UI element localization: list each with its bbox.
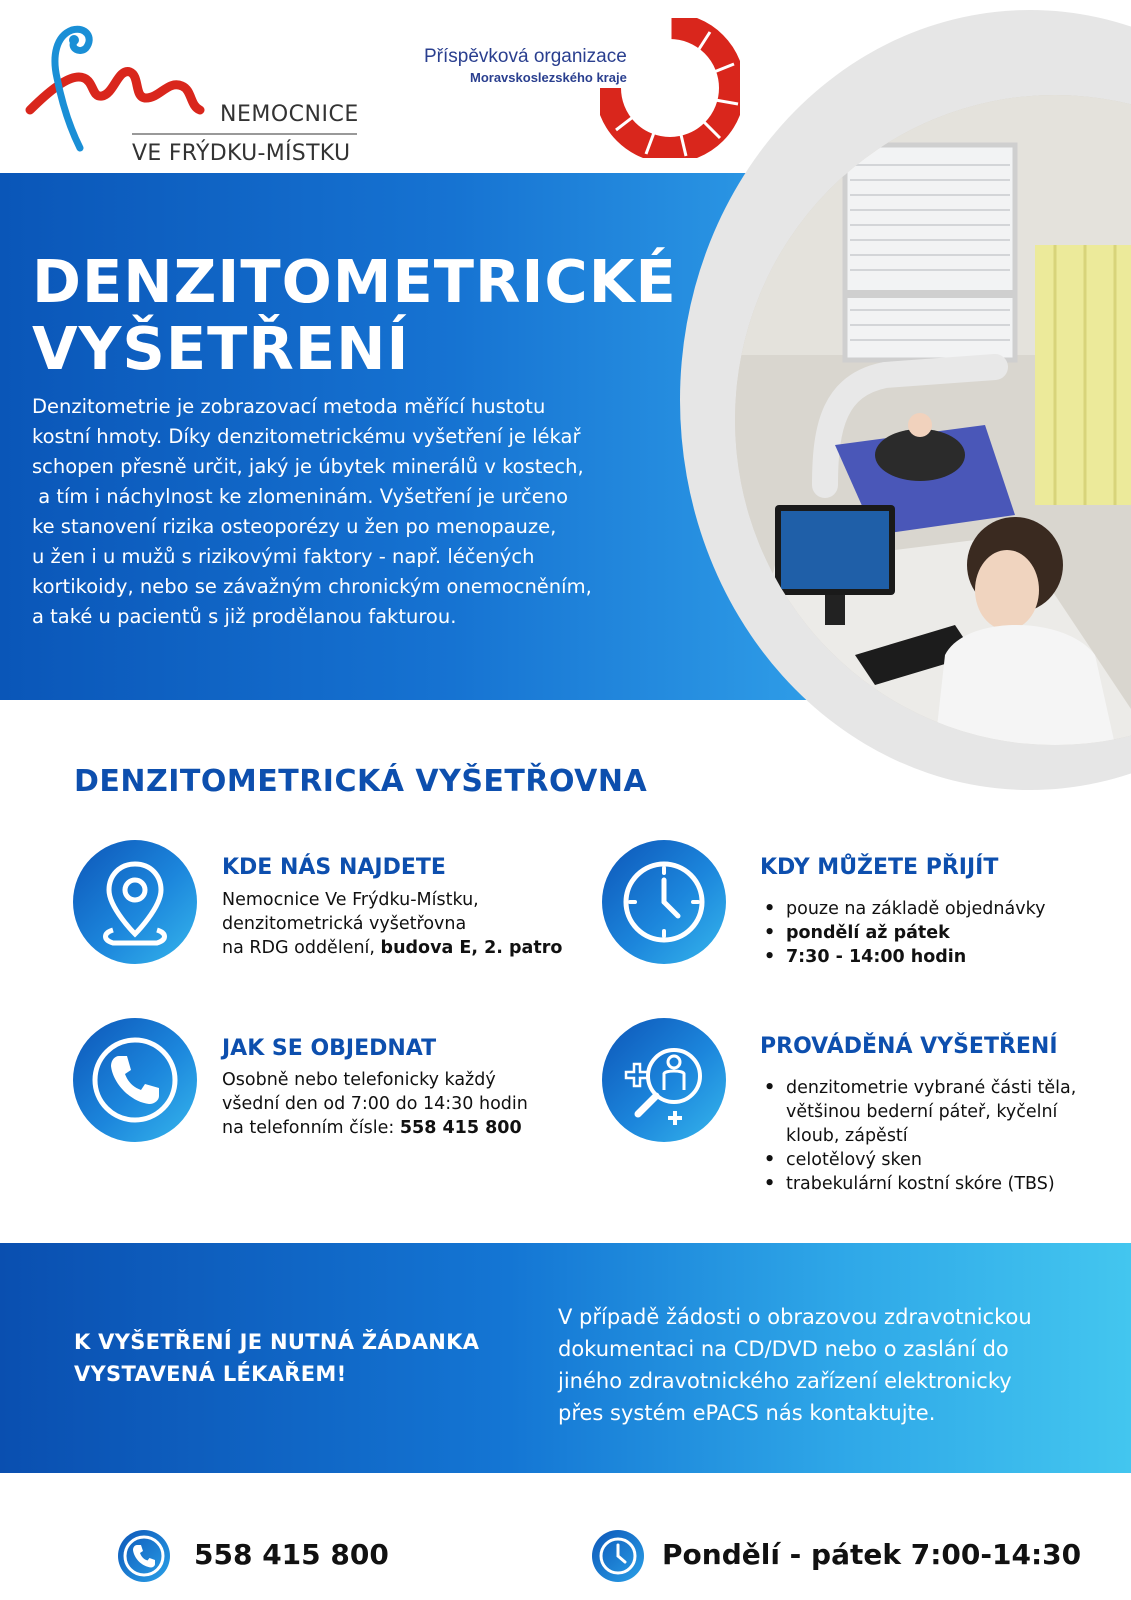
epacs-line: jiného zdravotnického zařízení elektronicky bbox=[558, 1369, 1012, 1393]
location-pin-icon bbox=[73, 840, 197, 964]
clock-icon bbox=[602, 840, 726, 964]
phone-icon bbox=[73, 1018, 197, 1142]
footer-phone-icon bbox=[118, 1530, 170, 1582]
exams-item: • trabekulární kostní skóre (TBS) bbox=[762, 1172, 1076, 1196]
footer-hours: Pondělí - pátek 7:00-14:30 bbox=[662, 1538, 1082, 1571]
epacs-line: přes systém ePACS nás kontaktujte. bbox=[558, 1401, 936, 1425]
region-organization-logo bbox=[420, 18, 750, 163]
exams-item1-line1: • denzitometrie vybrané části těla, bbox=[786, 1078, 1077, 1098]
org-line1: Příspěvková organizace bbox=[424, 46, 627, 67]
intro-line: u žen i u mužů s rizikovými faktory - např. léčených bbox=[32, 545, 535, 568]
hospital-name-line2: VE FRÝDKU-MÍSTKU bbox=[132, 141, 351, 166]
intro-line: schopen přesně určit, jaký je úbytek minerálů v kostech, bbox=[32, 455, 584, 478]
intro-line: Denzitometrie je zobrazovací metoda měřící hustotu bbox=[32, 395, 546, 418]
footer-clock-icon bbox=[592, 1530, 644, 1582]
page-title-line1: DENZITOMETRICKÉ bbox=[32, 247, 677, 316]
exams-item bbox=[762, 1076, 1076, 1148]
when-list bbox=[762, 897, 1045, 969]
order-title: JAK SE OBJEDNAT bbox=[222, 1036, 437, 1061]
page-title bbox=[32, 248, 677, 382]
page-title-line2: VYŠETŘENÍ bbox=[32, 314, 410, 383]
where-line1: Nemocnice Ve Frýdku-Místku, bbox=[222, 890, 479, 910]
exams-list bbox=[762, 1076, 1076, 1196]
section-title: DENZITOMETRICKÁ VYŠETŘOVNA bbox=[74, 764, 648, 799]
when-item: • 7:30 - 14:00 hodin bbox=[762, 945, 1045, 969]
where-line2: denzitometrická vyšetřovna bbox=[222, 914, 467, 934]
intro-line: kortikoidy, nebo se závažným chronickým onemocněním, bbox=[32, 575, 592, 598]
intro-line: ke stanovení rizika osteoporézy u žen po menopauze, bbox=[32, 515, 557, 538]
order-text bbox=[222, 1068, 528, 1140]
epacs-line: V případě žádosti o obrazovou zdravotnickou bbox=[558, 1305, 1032, 1329]
exams-title: PROVÁDĚNÁ VYŠETŘENÍ bbox=[760, 1034, 1058, 1059]
order-line2: všední den od 7:00 do 14:30 hodin bbox=[222, 1094, 528, 1114]
hospital-logo bbox=[22, 18, 359, 166]
order-line3-prefix: na telefonním čísle: bbox=[222, 1118, 400, 1138]
epacs-notice bbox=[558, 1301, 1032, 1429]
order-phone-bold: 558 415 800 bbox=[399, 1118, 522, 1138]
when-title: KDY MŮŽETE PŘIJÍT bbox=[760, 855, 999, 880]
referral-line2: VYSTAVENÁ LÉKAŘEM! bbox=[74, 1362, 347, 1386]
where-location-bold: budova E, 2. patro bbox=[380, 938, 563, 958]
exams-item1-line2: většinou bederní páteř, kyčelní bbox=[786, 1102, 1058, 1122]
when-item: • pondělí až pátek bbox=[762, 921, 1045, 945]
footer-phone[interactable]: 558 415 800 bbox=[194, 1538, 389, 1571]
referral-notice bbox=[74, 1326, 479, 1390]
exams-item: • celotělový sken bbox=[762, 1148, 1076, 1172]
epacs-line: dokumentaci na CD/DVD nebo o zaslání do bbox=[558, 1337, 1009, 1361]
notice-band bbox=[0, 1243, 1131, 1473]
org-line2: Moravskoslezského kraje bbox=[470, 70, 627, 85]
where-line3-prefix: na RDG oddělení, bbox=[222, 938, 381, 958]
where-text bbox=[222, 888, 562, 960]
where-line3 bbox=[222, 936, 562, 960]
when-item: • pouze na základě objednávky bbox=[762, 897, 1045, 921]
logo-divider bbox=[132, 133, 357, 135]
order-line3 bbox=[222, 1116, 528, 1140]
intro-line: kostní hmoty. Díky denzitometrickému vyšetření je lékař bbox=[32, 425, 581, 448]
order-line1: Osobně nebo telefonicky každý bbox=[222, 1070, 496, 1090]
region-ring-mark bbox=[600, 18, 740, 158]
intro-line: a tím i náchylnost ke zlomeninám. Vyšetření je určeno bbox=[32, 485, 568, 508]
referral-line1: K VYŠETŘENÍ JE NUTNÁ ŽÁDANKA bbox=[74, 1330, 480, 1354]
intro-line: a také u pacientů s již prodělanou fakturou. bbox=[32, 605, 457, 628]
intro-paragraph bbox=[32, 392, 692, 632]
hospital-name-line1: NEMOCNICE bbox=[220, 102, 359, 127]
where-title: KDE NÁS NAJDETE bbox=[222, 855, 446, 880]
patient-search-icon bbox=[602, 1018, 726, 1142]
exams-item1-line3: kloub, zápěstí bbox=[786, 1126, 908, 1146]
